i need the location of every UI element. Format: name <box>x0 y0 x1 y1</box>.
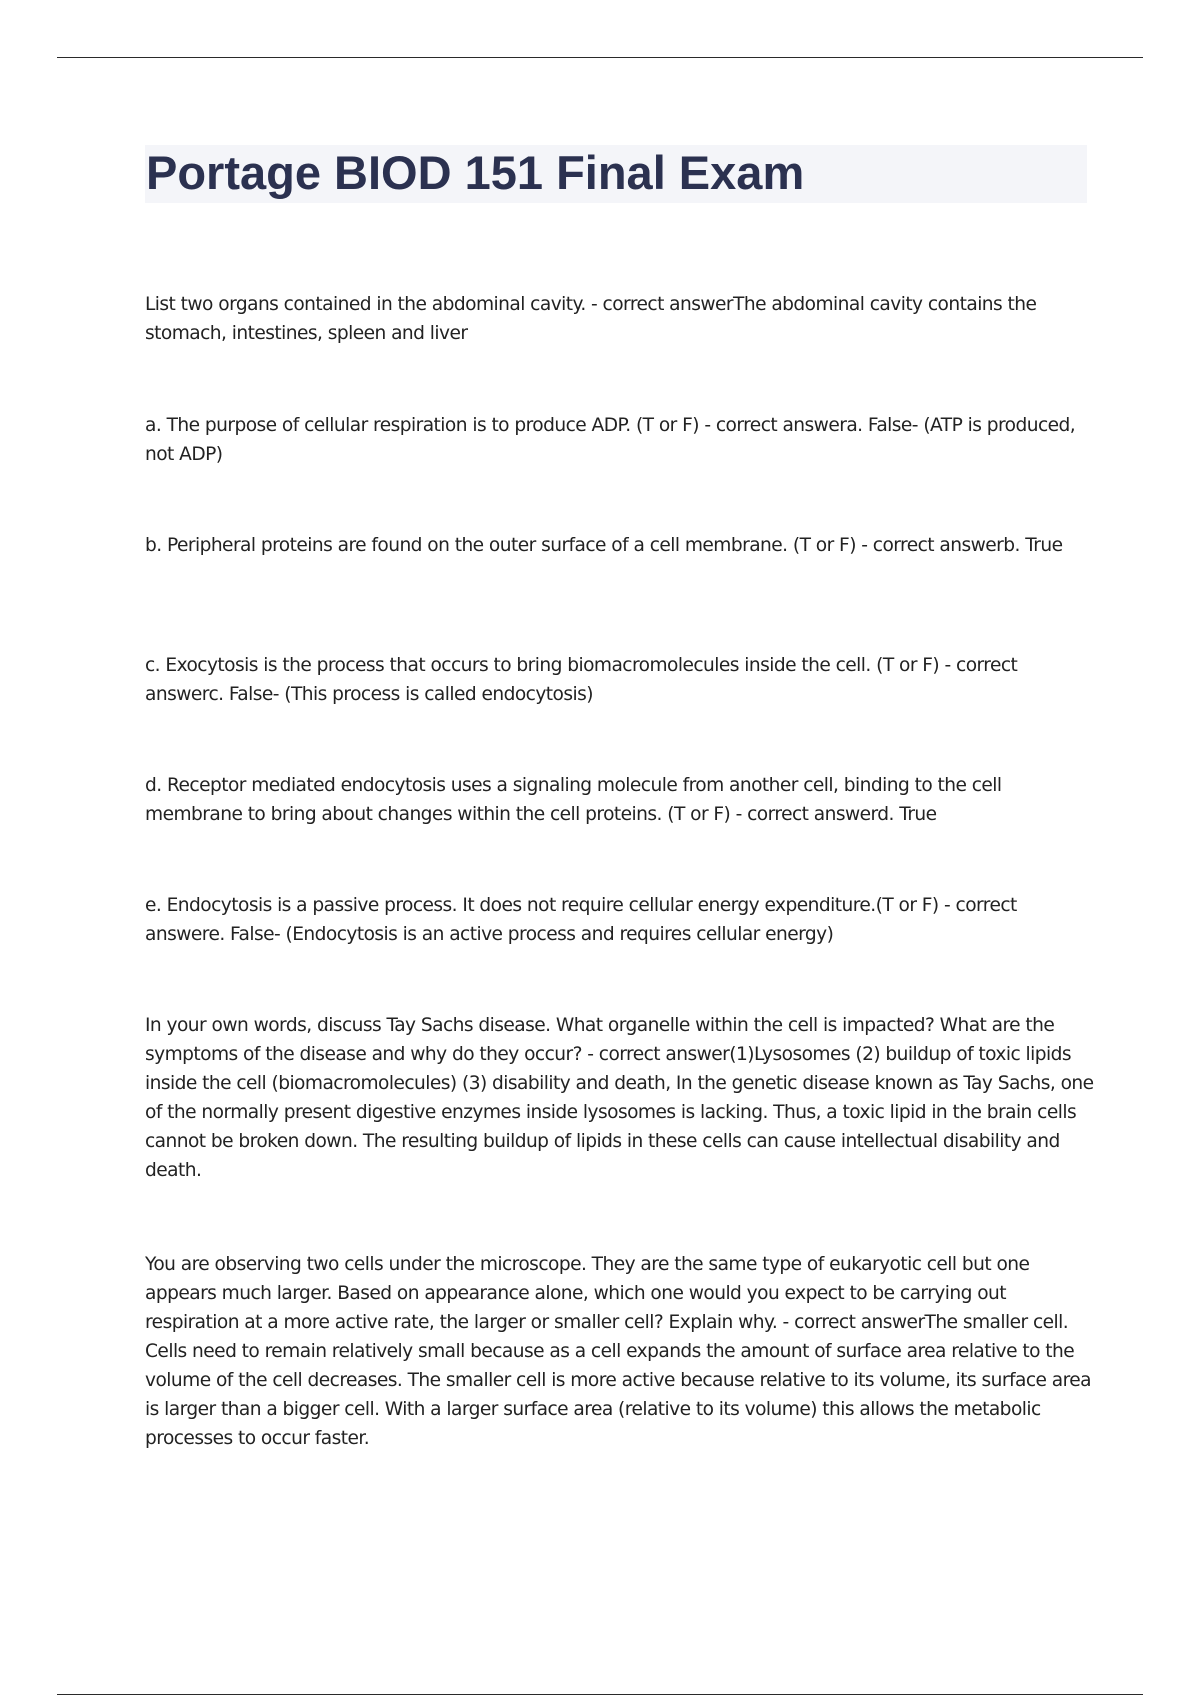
qa-item-exocytosis: c. Exocytosis is the process that occurs to bring biomacromolecules inside the cell. (T or F) - correct answerc. False- (This process is called endocytosis) <box>145 655 1018 705</box>
qa-item-cellular-respiration: a. The purpose of cellular respiration is to produce ADP. (T or F) - correct answera. False- (ATP is produced, not ADP) <box>145 415 1076 465</box>
qa-item-abdominal-cavity: List two organs contained in the abdominal cavity. - correct answerThe abdominal cavity contains the stomach, intestines, spleen and liver <box>145 294 1037 344</box>
qa-item-cell-size: You are observing two cells under the microscope. They are the same type of eukaryotic cell but one appears much larger. Based on appearance alone, which one would you expect to be carrying out respiration at a more active rate, the larger or smaller cell? Explain why. - correct answerThe smaller cell. Cells need to remain relatively small because as a cell expands the amount of surface area relative to the volume of the cell decreases. The smaller cell is more active because relative to its volume, its surface area is larger than a bigger cell. With a larger surface area (relative to its volume) this allows the metabolic processes to occur faster. <box>145 1254 1092 1449</box>
bottom-divider <box>57 1694 1143 1695</box>
qa-item-receptor-endocytosis: d. Receptor mediated endocytosis uses a signaling molecule from another cell, binding to the cell membrane to bring about changes within the cell proteins. (T or F) - correct answerd. True <box>145 775 1002 825</box>
qa-item-tay-sachs: In your own words, discuss Tay Sachs disease. What organelle within the cell is impacted? What are the symptoms of the disease and why do they occur? - correct answer(1)Lysosomes (2) buildup of toxic lipids inside the cell (biomacromolecules) (3) disability and death, In the genetic disease known as Tay Sachs, one of the normally present digestive enzymes inside lysosomes is lacking. Thus, a toxic lipid in the brain cells cannot be broken down. The resulting buildup of lipids in these cells can cause intellectual disability and death. <box>145 1015 1094 1181</box>
document-title: Portage BIOD 151 Final Exam <box>146 146 805 199</box>
qa-item-peripheral-proteins: b. Peripheral proteins are found on the outer surface of a cell membrane. (T or F) - correct answerb. True <box>145 535 1063 556</box>
top-divider <box>57 57 1143 58</box>
qa-item-endocytosis-passive: e. Endocytosis is a passive process. It does not require cellular energy expenditure.(T or F) - correct answere. False- (Endocytosis is an active process and requires cellular energy) <box>145 895 1017 945</box>
